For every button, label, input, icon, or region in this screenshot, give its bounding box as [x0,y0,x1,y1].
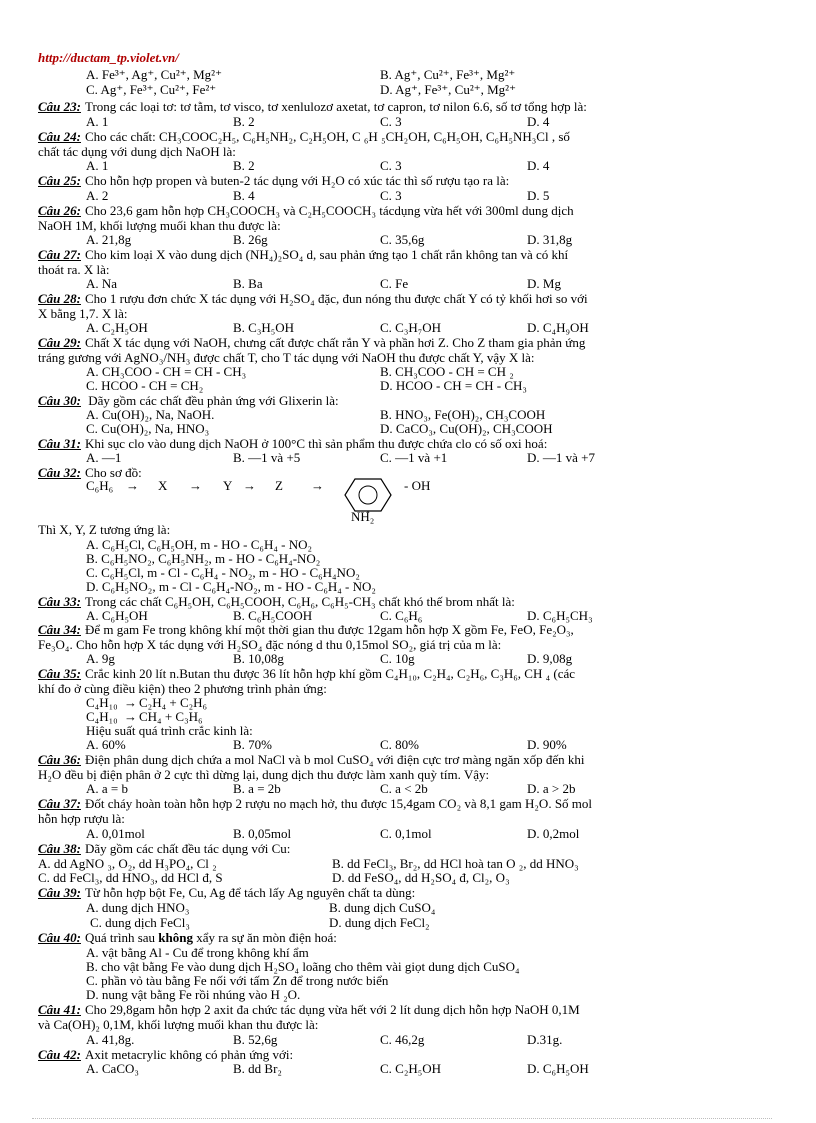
q35-question: Hiệu suất quá trình crắc kinh là: [86,723,253,738]
reactant: C₄H₁₀ [86,709,118,724]
question-23 [38,99,587,114]
arrow-icon: → [126,478,139,493]
option: C. a < 2b [380,781,428,796]
option: B. 10,08g [233,651,284,666]
option: D. dd FeSO₄, dd H₂SO₄ đ, Cl₂, O₃ [332,870,510,885]
arrow-icon: → [243,478,256,493]
question-text: Khi sục clo vào dung dịch NaOH ở 100°C thì sản phẩm thu được chứa clo có số oxi hoá: [84,436,548,451]
question-28 [38,291,588,306]
question-text: Cho hỗn hợp propen và buten-2 tác dụng với H₂O có xúc tác thì số rượu tạo ra là: [84,173,510,188]
question-label: Câu 26: [38,203,81,218]
question-41 [38,1002,580,1017]
option: A. CH₃COO - CH = CH - CH₃ [86,364,247,379]
question-text: Cho sơ đồ: [84,465,142,480]
question-41-cont: và Ca(OH)₂ 0,1M, khối lượng muối khan thu được là: [38,1017,319,1032]
question-27 [38,247,568,262]
option: D. 4 [527,114,550,129]
question-label: Câu 39: [38,885,81,900]
option: B. CH₃COO - CH = CH ₂ [380,364,514,379]
source-url[interactable]: http://ductam_tp.violet.vn/ [38,50,179,65]
q32-option-b: B. C₆H₅NO₂, C₆H₅NH₂, m - HO - C₆H₄-NO₂ [86,551,321,566]
option: C. C₆H₆ [380,608,423,623]
q32-option-a: A. C₆H₅Cl, C₆H₅OH, m - HO - C₆H₄ - NO₂ [86,537,313,552]
option: A. 9g [86,651,115,666]
question-label: Câu 36: [38,752,81,767]
question-text: Crắc kinh 20 lít n.Butan thu được 36 lít hỗn hợp khí gồm C₄H₁₀, C₂H₄, C₂H₆, C₃H₆, CH ₄ (các [84,666,576,681]
question-text: Axit metacrylic không có phản ứng với: [84,1047,294,1062]
question-label: Câu 25: [38,173,81,188]
question-27-cont: thoát ra. X là: [38,262,110,277]
oh-group: - OH [404,478,431,493]
question-39 [38,885,415,900]
option: D. a > 2b [527,781,576,796]
option: C. 46,2g [380,1032,425,1047]
option: B. dd FeCl₃, Br₂, dd HCl hoà tan O ₂, dd HNO₃ [332,856,579,871]
option: A. C₂H₅OH [86,320,148,335]
question-28-cont: X bằng 1,7. X là: [38,306,128,321]
question-label: Câu 24: [38,129,81,144]
option: B. 52,6g [233,1032,278,1047]
option: A. CaCO₃ [86,1061,139,1076]
option: A. 1 [86,158,109,173]
option: C. 80% [380,737,419,752]
question-31 [38,436,547,451]
question-label: Câu 37: [38,796,81,811]
option: A. 0,01mol [86,826,145,841]
question-24 [38,129,570,144]
question-emphasis: không [158,930,193,945]
question-label: Câu 32: [38,465,81,480]
question-label: Câu 28: [38,291,81,306]
question-label: Câu 42: [38,1047,81,1062]
question-label: Câu 40: [38,930,81,945]
option: C. C₂H₅OH [380,1061,442,1076]
option: B. dd Br₂ [233,1061,282,1076]
option: B. Ba [233,276,263,291]
q40-option-a: A. vật bằng Al - Cu để trong không khí ẩm [86,945,309,960]
question-label: Câu 38: [38,841,81,856]
question-30 [38,393,339,408]
product: CH₄ + C₃H₆ [139,709,203,724]
question-label: Câu 41: [38,1002,81,1017]
question-38 [38,841,290,856]
option: D. 90% [527,737,567,752]
question-label: Câu 29: [38,335,81,350]
question-label: Câu 23: [38,99,81,114]
question-text: Để m gam Fe trong không khí một thời gian thu được 12gam hỗn hợp X gồm Fe, FeO, Fe₂O₃, [84,622,574,637]
option: C. dd FeCl₃, dd HNO₃, dd HCl đ, S [38,870,223,885]
option: B. 0,05mol [233,826,292,841]
arrow-icon: → [189,478,202,493]
question-text: Cho 29,8gam hỗn hợp 2 axit đa chức tác dụng vừa hết với 2 lít dung dịch hỗn hợp NaOH 0,1M [84,1002,580,1017]
arrow-icon: → [311,478,324,493]
option: B. C₃H₅OH [233,320,295,335]
option: C. —1 và +1 [380,450,448,465]
option: A. 1 [86,114,109,129]
question-26-cont: NaOH 1M, khối lượng muối khan thu được là: [38,218,281,233]
scheme-benzene: C₆H₆ [86,478,114,493]
prev-option-a: A. Fe³⁺, Ag⁺, Cu²⁺, Mg²⁺ [86,67,222,82]
option: B. a = 2b [233,781,281,796]
question-text: Quá trình sau [84,930,159,945]
option: D. CaCO₃, Cu(OH)₂, CH₃COOH [380,421,553,436]
q32-option-d: D. C₆H₅NO₂, m - Cl - C₆H₄-NO₂, m - HO - C₆H₄ - NO₂ [86,579,376,594]
prev-option-b: B. Ag⁺, Cu²⁺, Fe³⁺, Mg²⁺ [380,67,516,82]
option: D. C₆H₅OH [527,1061,589,1076]
option: B. dung dịch CuSO₄ [329,900,436,915]
arrow-icon: → [124,709,137,724]
q40-option-c: C. phần vỏ tàu bằng Fe nối với tấm Zn để trong nước biển [86,973,389,988]
question-text: Đốt cháy hoàn toàn hỗn hợp 2 rượu no mạch hở, thu được 15,4gam CO₂ và 8,1 gam H₂O. Số mol [84,796,593,811]
option: D. —1 và +7 [527,450,595,465]
question-35 [38,666,575,681]
option: B. —1 và +5 [233,450,301,465]
question-35-cont: khí đo ở cùng điều kiện) theo 2 phương trình phản ứng: [38,681,327,696]
question-42 [38,1047,293,1062]
question-29 [38,335,585,350]
q32-intro: Thì X, Y, Z tương ứng là: [38,522,171,537]
question-label: Câu 35: [38,666,81,681]
option: D. C₆H₅CH₃ [527,608,593,623]
option: A. C₆H₅OH [86,608,148,623]
option: D. HCOO - CH = CH - CH₃ [380,378,527,393]
question-40 [38,930,337,945]
option: C. 35,6g [380,232,425,247]
question-37-cont: hỗn hợp rượu là: [38,811,125,826]
q40-option-d: D. nung vật bằng Fe rồi nhúng vào H ₂O. [86,987,301,1002]
prev-option-d: D. Ag⁺, Fe³⁺, Cu²⁺, Mg²⁺ [380,82,516,97]
option: A. 21,8g [86,232,132,247]
question-label: Câu 30: [38,393,81,408]
question-text: Cho kim loại X vào dung dịch (NH₄)₂SO₄ d, sau phản ứng tạo 1 chất rắn không tan và có khí [84,247,569,262]
question-text: Chất X tác dụng với NaOH, chưng cất được chất rắn Y và phần hơi Z. Cho Z tham gia phản ứng [84,335,586,350]
question-text: Cho các chất: CH₃COOC₂H₅, C₆H₅NH₂, C₂H₅OH, C ₆H ₅CH₂OH, C₆H₅OH, C₆H₅NH₃Cl , số [84,129,570,144]
question-36 [38,752,585,767]
option: D. 5 [527,188,550,203]
option: A. 2 [86,188,109,203]
option: C. Cu(OH)₂, Na, HNO₃ [86,421,210,436]
option: C. 3 [380,114,402,129]
option: B. 2 [233,114,255,129]
option: A. dung dịch HNO₃ [86,900,190,915]
option: D. Mg [527,276,561,291]
question-text: Trong các chất C₆H₅OH, C₆H₅COOH, C₆H₆, C₆H₅-CH₃ chất khó thế brom nhất là: [84,594,515,609]
question-text: Dãy gồm các chất đều tác dụng với Cu: [84,841,291,856]
question-34-cont: Fe₃O₄. Cho hỗn hợp X tác dụng với H₂SO₄ đặc nóng d thu 0,15mol SO₂, giá trị của m là: [38,637,502,652]
option: A. 41,8g. [86,1032,135,1047]
option: C. HCOO - CH = CH₂ [86,378,204,393]
option: B. 2 [233,158,255,173]
question-label: Câu 34: [38,622,81,637]
question-37 [38,796,592,811]
question-36-cont: H₂O đều bị điện phân ở 2 cực thì dừng lại, dung dịch thu được làm xanh quỳ tím. Vậy: [38,767,490,782]
option: C. 3 [380,188,402,203]
option: C. Fe [380,276,409,291]
question-label: Câu 31: [38,436,81,451]
question-text: Trong các loại tơ: tơ tằm, tơ visco, tơ xenlulozơ axetat, tơ capron, tơ nilon 6.6, số tơ tổng hợp là: [84,99,587,114]
benzene-ring-icon [343,477,393,513]
option: C. 10g [380,651,415,666]
question-text: Dãy gồm các chất đều phản ứng với Glixerin là: [84,393,339,408]
option: C. C₃H₇OH [380,320,442,335]
question-label: Câu 27: [38,247,81,262]
option: B. 70% [233,737,272,752]
option: A. —1 [86,450,122,465]
option: C. dung dịch FeCl₃ [90,915,190,930]
scheme-z: Z [275,478,283,493]
question-text: Từ hỗn hợp bột Fe, Cu, Ag để tách lấy Ag nguyên chất ta dùng: [84,885,416,900]
option: A. Na [86,276,118,291]
product: C₂H₄ + C₂H₆ [139,695,208,710]
question-26 [38,203,574,218]
option: D. C₄H₉OH [527,320,589,335]
q32-option-c: C. C₆H₅Cl, m - Cl - C₆H₄ - NO₂, m - HO - C₆H₄NO₂ [86,565,360,580]
question-25 [38,173,509,188]
reactant: C₄H₁₀ [86,695,118,710]
scheme-y: Y [223,478,233,493]
option: D.31g. [527,1032,563,1047]
question-label: Câu 33: [38,594,81,609]
option: B. C₆H₅COOH [233,608,313,623]
question-33 [38,594,515,609]
prev-option-c: C. Ag⁺, Fe³⁺, Cu²⁺, Fe²⁺ [86,82,217,97]
option: A. dd AgNO ₃, O₂, dd H₃PO₄, Cl ₂ [38,856,217,871]
scheme-x: X [158,478,168,493]
option: D. 0,2mol [527,826,580,841]
arrow-icon: → [124,695,137,710]
option: B. 4 [233,188,255,203]
option: D. 9,08g [527,651,573,666]
question-text: Cho 23,6 gam hỗn hợp CH₃COOCH₃ và C₂H₅COOCH₃ tácdụng vừa hết với 300ml dung dịch [84,203,574,218]
option: C. 3 [380,158,402,173]
option: B. HNO₃, Fe(OH)₂, CH₃COOH [380,407,546,422]
question-29-cont: tráng gương với AgNO₃/NH₃ được chất T, cho T tác dụng với NaOH thu được chất Y, vậy X là: [38,350,535,365]
q40-option-b: B. cho vật bằng Fe vào dung dịch H₂SO₄ loãng cho thêm vài giọt dung dịch CuSO₄ [86,959,520,974]
question-34 [38,622,574,637]
option: A. Cu(OH)₂, Na, NaOH. [86,407,215,422]
nh2-group: NH₂ [351,509,375,524]
option: A. a = b [86,781,128,796]
question-text: Cho 1 rượu đơn chức X tác dụng với H₂SO₄ đặc, đun nóng thu được chất Y có tỷ khối hơi so với [84,291,588,306]
question-text-rest: xẩy ra sự ăn mòn điện hoá: [192,930,337,945]
page-bottom-border [32,1118,772,1119]
option: A. 60% [86,737,126,752]
option: D. dung dịch FeCl₂ [329,915,430,930]
option: D. 31,8g [527,232,573,247]
option: B. 26g [233,232,268,247]
option: C. 0,1mol [380,826,432,841]
option: D. 4 [527,158,550,173]
question-24-cont: chất tác dụng với dung dịch NaOH là: [38,144,236,159]
question-text: Điện phân dung dịch chứa a mol NaCl và b mol CuSO₄ với điện cực trơ màng ngăn xốp đến khi [84,752,585,767]
